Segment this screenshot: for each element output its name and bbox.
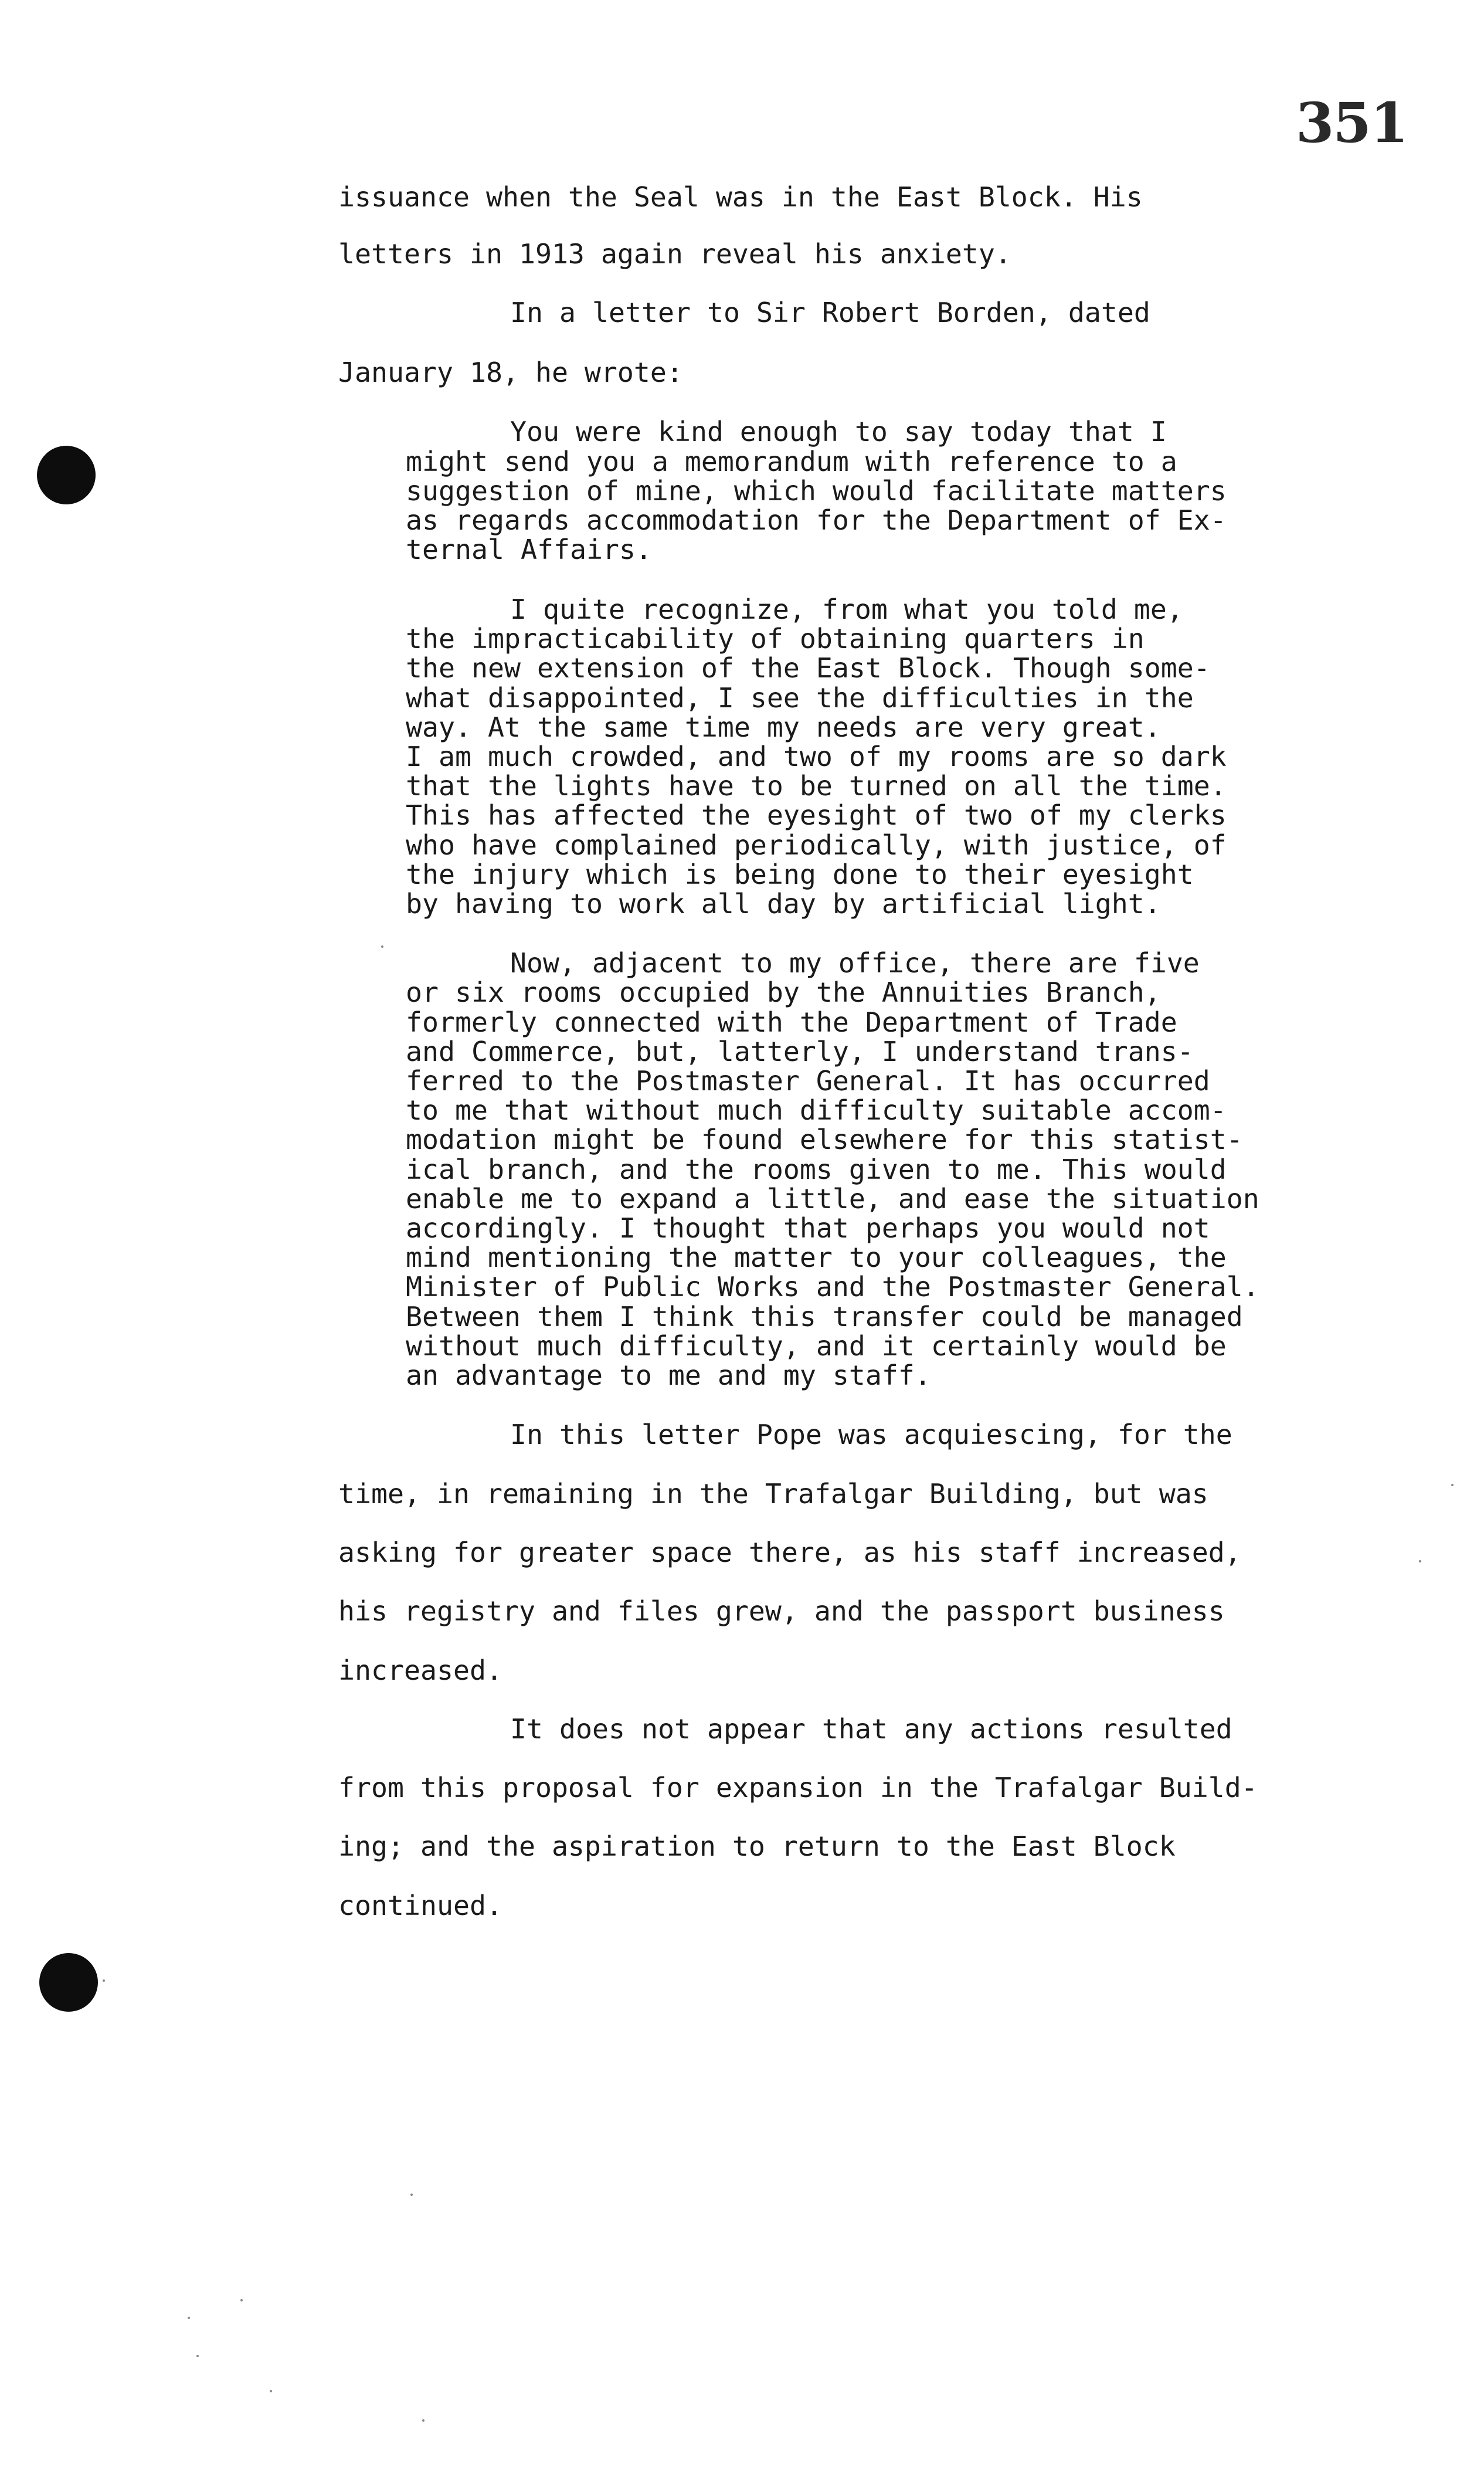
quote-line: or six rooms occupied by the Annuities Branch, xyxy=(406,977,1161,1008)
body-text-line: asking for greater space there, as his staff increased, xyxy=(338,1537,1241,1568)
quote-line: what disappointed, I see the difficulties in the xyxy=(406,682,1194,714)
speck xyxy=(410,2194,413,2196)
quote-line: might send you a memorandum with reference to a xyxy=(406,446,1177,477)
quote-line: ical branch, and the rooms given to me. This would xyxy=(406,1154,1227,1185)
quote-line: the new extension of the East Block. Though some- xyxy=(406,652,1210,684)
body-text-line: It does not appear that any actions resulted xyxy=(510,1713,1232,1745)
quote-line: mind mentioning the matter to your colleagues, the xyxy=(406,1242,1227,1273)
quote-line: ternal Affairs. xyxy=(406,534,652,565)
quote-line: This has affected the eyesight of two of my clerks xyxy=(406,799,1227,831)
quote-line: ferred to the Postmaster General. It has occurred xyxy=(406,1065,1210,1097)
quote-line: to me that without much difficulty suitable accom- xyxy=(406,1094,1227,1126)
quote-line: enable me to expand a little, and ease the situation xyxy=(406,1183,1259,1215)
speck xyxy=(1451,1484,1454,1486)
body-text-line: January 18, he wrote: xyxy=(338,357,683,388)
quote-line: I quite recognize, from what you told me, xyxy=(510,594,1183,625)
quote-line: by having to work all day by artificial light. xyxy=(406,888,1161,920)
punch-hole-top xyxy=(37,446,96,504)
quote-line: and Commerce, but, latterly, I understand trans- xyxy=(406,1036,1194,1067)
quote-line: as regards accommodation for the Department of Ex- xyxy=(406,504,1227,536)
speck xyxy=(188,2317,190,2319)
quote-line: Minister of Public Works and the Postmaster General. xyxy=(406,1271,1259,1303)
speck xyxy=(196,2355,199,2357)
quote-line: Between them I think this transfer could be managed xyxy=(406,1301,1243,1333)
quote-line: suggestion of mine, which would facilitate matters xyxy=(406,475,1227,507)
quote-line: the impracticability of obtaining quarters in xyxy=(406,623,1145,655)
quote-line: way. At the same time my needs are very great. xyxy=(406,711,1161,743)
quote-line: an advantage to me and my staff. xyxy=(406,1360,931,1391)
page-number: 351 xyxy=(1296,91,1408,155)
speck xyxy=(240,2299,243,2301)
quote-line: who have complained periodically, with justice, of xyxy=(406,829,1227,861)
quote-line: You were kind enough to say today that I xyxy=(510,416,1167,448)
body-text-line: increased. xyxy=(338,1655,502,1686)
body-text-line: continued. xyxy=(338,1890,502,1921)
body-text-line: from this proposal for expansion in the Trafalgar Build- xyxy=(338,1772,1258,1803)
speck xyxy=(103,1979,105,1982)
quote-line: the injury which is being done to their eyesight xyxy=(406,859,1194,890)
body-text-line: issuance when the Seal was in the East Block. His xyxy=(338,181,1143,213)
quote-line: that the lights have to be turned on all the time. xyxy=(406,770,1227,802)
speck xyxy=(270,2390,272,2392)
quote-line: without much difficulty, and it certainly would be xyxy=(406,1330,1227,1362)
body-text-line: In a letter to Sir Robert Borden, dated xyxy=(510,297,1150,328)
speck xyxy=(1419,1560,1421,1562)
quote-line: modation might be found elsewhere for this statist- xyxy=(406,1124,1243,1155)
body-text-line: ing; and the aspiration to return to the East Block xyxy=(338,1830,1176,1862)
body-text-line: letters in 1913 again reveal his anxiety. xyxy=(338,238,1011,270)
quote-line: I am much crowded, and two of my rooms are so dark xyxy=(406,741,1227,772)
speck xyxy=(381,945,383,948)
punch-hole-bottom xyxy=(39,1953,98,2012)
body-text-line: time, in remaining in the Trafalgar Building, but was xyxy=(338,1478,1208,1510)
quote-line: accordingly. I thought that perhaps you would not xyxy=(406,1212,1210,1244)
quote-line: formerly connected with the Department of Trade xyxy=(406,1006,1177,1038)
body-text-line: his registry and files grew, and the passport business xyxy=(338,1595,1225,1627)
body-text-line: In this letter Pope was acquiescing, for the xyxy=(510,1419,1232,1450)
speck xyxy=(422,2419,425,2422)
quote-line: Now, adjacent to my office, there are five xyxy=(510,947,1200,979)
